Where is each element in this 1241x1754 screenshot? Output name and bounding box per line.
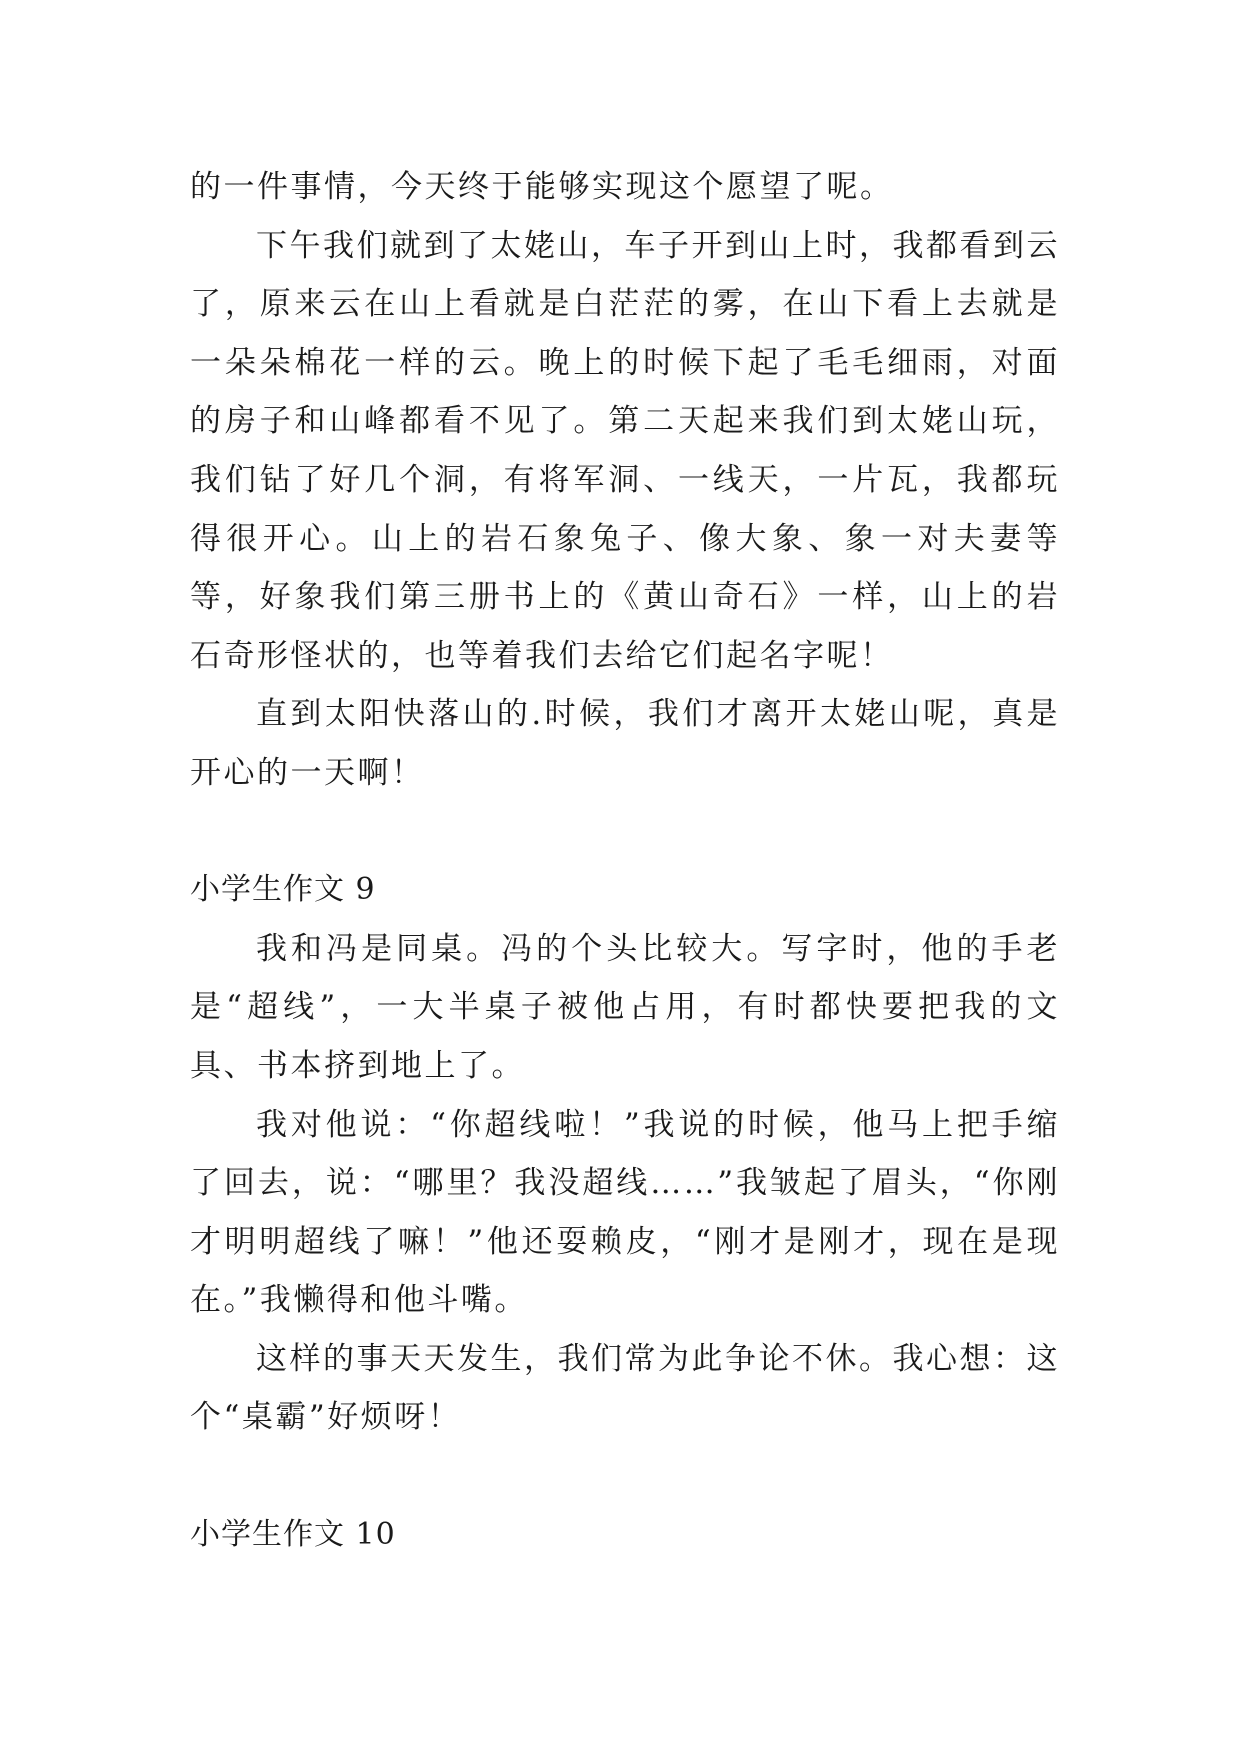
paragraph-continuation: 的一件事情，今天终于能够实现这个愿望了呢。 <box>190 169 894 205</box>
paragraph-sunset: 直到太阳快落山的.时候，我们才离开太姥山呢，真是开心的一天啊！ <box>190 696 1060 791</box>
document-body <box>190 158 1060 1564</box>
section-spacer <box>190 1447 1060 1506</box>
essay-9-paragraph: 我对他说：“你超线啦！”我说的时候，他马上把手缩了回去，说：“哪里？我没超线……”我皱起了眉头，“你刚才明明超线了嘛！”他还耍赖皮，“刚才是刚才，现在是现在。”我懒得和他斗嘴。 <box>190 1106 1060 1319</box>
essay-9-paragraph: 这样的事天天发生，我们常为此争论不休。我心想：这个“桌霸”好烦呀！ <box>190 1340 1060 1436</box>
essay-10-title: 小学生作文 10 <box>190 1516 396 1552</box>
essay-9-title: 小学生作文 9 <box>190 872 376 908</box>
paragraph-taimu-mountain: 下午我们就到了太姥山，车子开到山上时，我都看到云了，原来云在山上看就是白茫茫的雾，在山下看上去就是一朵朵棉花一样的云。晚上的时候下起了毛毛细雨，对面的房子和山峰都看不见了。第二天起来我们到太姥山玩，我们钻了好几个洞，有将军洞、一线天，一片瓦，我都玩得很开心。山上的岩石象兔子、像大象、象一对夫妻等等，好象我们第三册书上的《黄山奇石》一样，山上的岩石奇形怪状的，也等着我们去给它们起名字呢！ <box>190 227 1060 674</box>
essay-9-paragraph: 我和冯是同桌。冯的个头比较大。写字时，他的手老是“超线”，一大半桌子被他占用，有时都快要把我的文具、书本挤到地上了。 <box>190 930 1060 1084</box>
section-spacer <box>190 803 1060 862</box>
